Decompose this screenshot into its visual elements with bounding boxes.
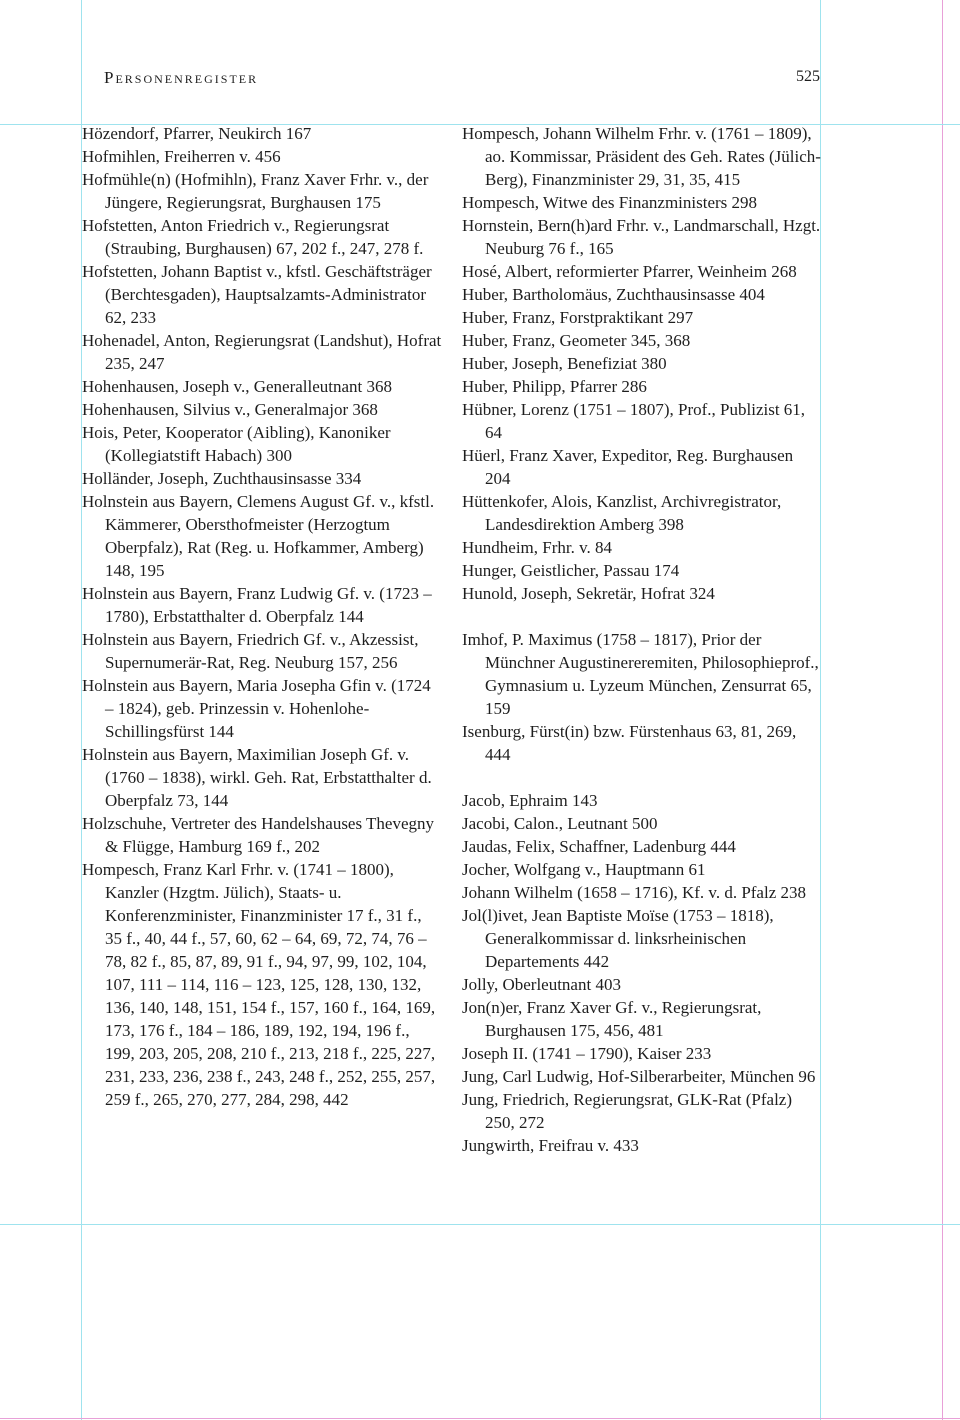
index-entry: Jolly, Oberleutnant 403 (462, 975, 621, 994)
index-entry: Holzschuhe, Vertreter des Handelshauses Thevegny & Flügge, Hamburg 169 f., 202 (82, 814, 435, 856)
trim-guide-right (942, 0, 943, 1420)
index-entry: Joseph II. (1741 – 1790), Kaiser 233 (462, 1044, 712, 1063)
index-entry: Jacobi, Calon., Leutnant 500 (462, 814, 658, 833)
index-entry: Hübner, Lorenz (1751 – 1807), Prof., Publizist 61, 64 (462, 400, 806, 442)
index-entry: Huber, Franz, Geometer 345, 368 (462, 331, 691, 350)
index-entry: Hofstetten, Anton Friedrich v., Regierungsrat (Straubing, Burghausen) 67, 202 f., 247, 278 f. (82, 216, 424, 258)
index-entry: Imhof, P. Maximus (1758 – 1817), Prior der Münchner Augustinereremiten, Philosophieprof., Gymnasium u. Lyzeum München, Zensurrat 65, 159 (462, 630, 819, 718)
index-entry: Jaudas, Felix, Schaffner, Ladenburg 444 (462, 837, 736, 856)
index-entry: Holnstein aus Bayern, Friedrich Gf. v., Akzessist, Supernumerär-Rat, Reg. Neuburg 157, 256 (82, 630, 419, 672)
index-entry: Holnstein aus Bayern, Franz Ludwig Gf. v. (1723 – 1780), Erbstatthalter d. Oberpfalz 144 (82, 584, 432, 626)
index-entry: Holländer, Joseph, Zuchthausinsasse 334 (82, 469, 362, 488)
index-entry: Holnstein aus Bayern, Clemens August Gf. v., kfstl. Kämmerer, Obersthofmeister (Herzogtum Oberpfalz), Rat (Reg. u. Hofkammer, Amberg) 148, 195 (82, 492, 435, 580)
index-entry: Holnstein aus Bayern, Maria Josepha Gfin v. (1724 – 1824), geb. Prinzessin v. Hohenlohe-Schillingsfürst 144 (82, 676, 431, 741)
index-entry: Huber, Philipp, Pfarrer 286 (462, 377, 647, 396)
page-number: 525 (796, 68, 820, 85)
index-entry: Jon(n)er, Franz Xaver Gf. v., Regierungsrat, Burghausen 175, 456, 481 (462, 998, 762, 1040)
index-entry: Jol(l)ivet, Jean Baptiste Moïse (1753 – 1818), Generalkommissar d. linksrheinischen Departements 442 (462, 906, 774, 971)
index-entry: Jacob, Ephraim 143 (462, 791, 598, 810)
trim-guide-bottom (0, 1418, 960, 1419)
index-entry: Hofmihlen, Freiherren v. 456 (82, 147, 281, 166)
index-column-right (462, 122, 822, 1157)
index-entry: Jung, Friedrich, Regierungsrat, GLK-Rat (Pfalz) 250, 272 (462, 1090, 792, 1132)
index-entry: Hornstein, Bern(h)ard Frhr. v., Landmarschall, Hzgt. Neuburg 76 f., 165 (462, 216, 821, 258)
index-entry: Hüttenkofer, Alois, Kanzlist, Archivregistrator, Landesdirektion Amberg 398 (462, 492, 782, 534)
index-entry: Hofmühle(n) (Hofmihln), Franz Xaver Frhr. v., der Jüngere, Regierungsrat, Burghausen 175 (82, 170, 429, 212)
index-entry: Hompesch, Johann Wilhelm Frhr. v. (1761 – 1809), ao. Kommissar, Präsident des Geh. Rates (Jülich-Berg), Finanzminister 29, 31, 35, 415 (462, 124, 821, 189)
index-entry: Hofstetten, Johann Baptist v., kfstl. Geschäftsträger (Berchtesgaden), Hauptsalzamts-Administrator 62, 233 (82, 262, 432, 327)
index-entry: Isenburg, Fürst(in) bzw. Fürstenhaus 63, 81, 269, 444 (462, 722, 797, 764)
index-entry: Hohenhausen, Silvius v., Generalmajor 368 (82, 400, 378, 419)
index-entry: Huber, Joseph, Benefiziat 380 (462, 354, 667, 373)
index-entry: Hunger, Geistlicher, Passau 174 (462, 561, 680, 580)
running-head: Personenregister (104, 68, 259, 87)
index-entry: Hompesch, Franz Karl Frhr. v. (1741 – 1800), Kanzler (Hzgtm. Jülich), Staats- u. Konferenzminister, Finanzminister 17 f., 31 f., 35 f., 40, 44 f., 57, 60, 62 – 64, 69, 72, 74, 76 – 78, 82 f., 85, 87, 89, 91 f., 94, 97, 99, 102, 104, 107, 111 – 114, 116 – 123, 125, 128, 130, 132, 136, 140, 148, 151, 154 f., 157, 160 f., 164, 169, 173, 176 f., 184 – 186, 189, 192, 194, 196 f., 199, 203, 205, 208, 210 f., 213, 218 f., 225, 227, 231, 233, 236, 238 f., 243, 248 f., 252, 255, 257, 259 f., 265, 270, 277, 284, 298, 442 (82, 860, 436, 1109)
index-entry: Holnstein aus Bayern, Maximilian Joseph Gf. v. (1760 – 1838), wirkl. Geh. Rat, Erbstatthalter d. Oberpfalz 73, 144 (82, 745, 432, 810)
index-entry: Huber, Bartholomäus, Zuchthausinsasse 404 (462, 285, 765, 304)
index-entry: Hois, Peter, Kooperator (Aibling), Kanoniker (Kollegiatstift Habach) 300 (82, 423, 391, 465)
index-entry: Hohenhausen, Joseph v., Generalleutnant 368 (82, 377, 393, 396)
index-entry: Jocher, Wolfgang v., Hauptmann 61 (462, 860, 706, 879)
index-column-left (82, 122, 442, 1111)
index-entry: Hüerl, Franz Xaver, Expeditor, Reg. Burghausen 204 (462, 446, 794, 488)
index-entry: Hunold, Joseph, Sekretär, Hofrat 324 (462, 584, 715, 603)
index-entry: Huber, Franz, Forstpraktikant 297 (462, 308, 694, 327)
index-entry: Johann Wilhelm (1658 – 1716), Kf. v. d. Pfalz 238 (462, 883, 806, 902)
page-header (104, 68, 820, 92)
margin-guide-bottom (0, 1224, 960, 1225)
index-entry: Hözendorf, Pfarrer, Neukirch 167 (82, 124, 312, 143)
index-entry: Hosé, Albert, reformierter Pfarrer, Weinheim 268 (462, 262, 797, 281)
index-entry: Jungwirth, Freifrau v. 433 (462, 1136, 639, 1155)
index-entry: Hohenadel, Anton, Regierungsrat (Landshut), Hofrat 235, 247 (82, 331, 442, 373)
index-entry: Hompesch, Witwe des Finanzministers 298 (462, 193, 758, 212)
index-entry: Jung, Carl Ludwig, Hof-Silberarbeiter, München 96 (462, 1067, 816, 1086)
index-entry: Hundheim, Frhr. v. 84 (462, 538, 613, 557)
